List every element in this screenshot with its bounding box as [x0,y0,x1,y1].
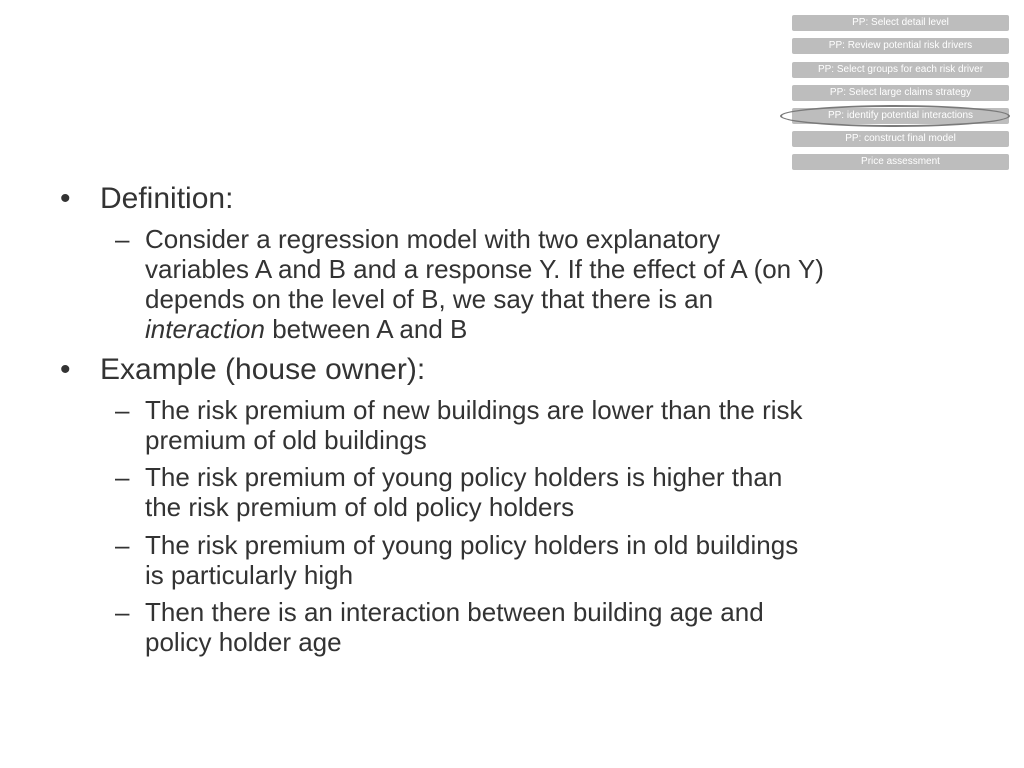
text-line: the risk premium of old policy holders [145,492,575,522]
emphasis-interaction: interaction [145,314,265,344]
dash-marker: – [115,462,130,492]
nav-large-claims-strategy[interactable]: PP: Select large claims strategy [792,85,1009,101]
bullet-heading: Example (house owner): [100,353,426,386]
dash-marker: – [115,530,130,560]
dash-marker: – [115,395,130,425]
dash-marker: – [115,224,130,254]
nav-select-detail-level[interactable]: PP: Select detail level [792,15,1009,31]
bullet-heading: Definition: [100,182,234,215]
text-line [145,314,824,344]
text-line: policy holder age [145,627,342,657]
text-line: is particularly high [145,560,354,590]
bullet-marker: • [60,182,71,215]
nav-price-assessment[interactable]: Price assessment [792,154,1009,170]
text-fragment: between A and B [264,314,468,344]
nav-construct-final-model[interactable]: PP: construct final model [792,131,1009,147]
text-line: variables A and B and a response Y. If the effect of A (on Y) [145,254,824,284]
text-line: Consider a regression model with two explanatory [145,224,721,254]
text-line: The risk premium of young policy holders in old buildings [145,530,799,560]
dash-marker: – [115,597,130,627]
text-line: premium of old buildings [145,425,427,455]
text-line: depends on the level of B, we say that there is an [145,284,714,314]
text-line: The risk premium of new buildings are lower than the risk [145,395,803,425]
text-line: Then there is an interaction between building age and [145,597,764,627]
nav-identify-interactions[interactable]: PP: identify potential interactions [792,108,1009,124]
nav-select-groups[interactable]: PP: Select groups for each risk driver [792,62,1009,78]
nav-review-risk-drivers[interactable]: PP: Review potential risk drivers [792,38,1009,54]
text-line: The risk premium of young policy holders is higher than [145,462,783,492]
bullet-marker: • [60,353,71,386]
